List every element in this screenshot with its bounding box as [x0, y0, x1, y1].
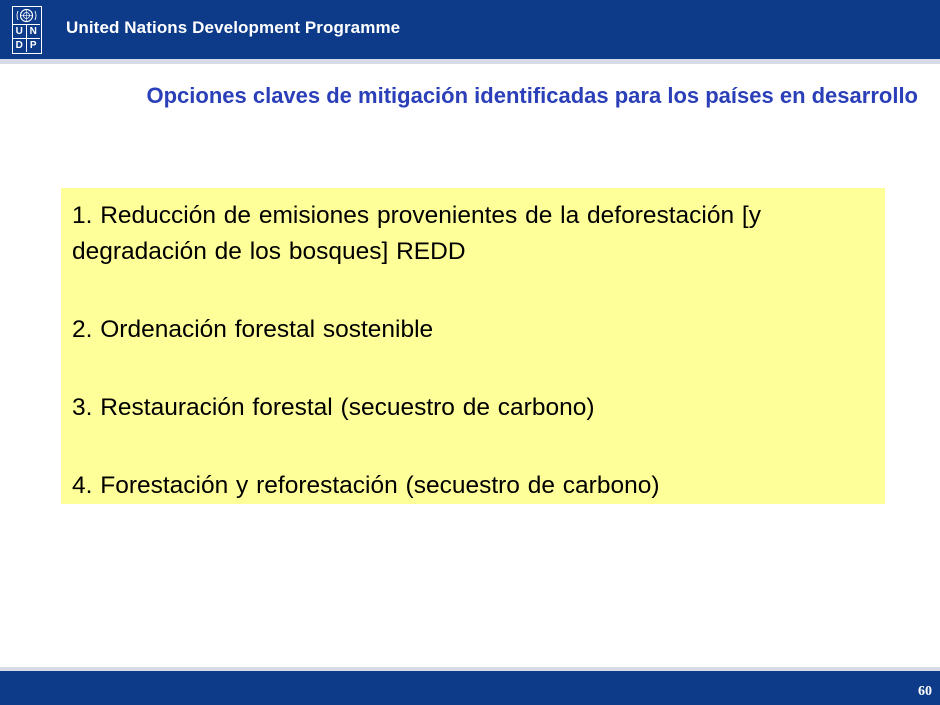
logo-letter: P	[29, 39, 37, 51]
list-item: 2. Ordenación forestal sostenible	[72, 316, 434, 343]
list-item: 4. Forestación y reforestación (secuestro de carbono)	[72, 472, 660, 499]
page-number: 60	[918, 684, 932, 699]
header-divider	[0, 59, 940, 64]
content-box	[61, 188, 885, 504]
list-item: 3. Restauración forestal (secuestro de carbono)	[72, 394, 595, 421]
footer-bar	[0, 671, 940, 705]
logo-letter: U	[13, 25, 27, 39]
logo-letter: D	[13, 39, 27, 53]
slide-title: Opciones claves de mitigación identificadas para los países en desarrollo	[146, 83, 918, 108]
organization-name: United Nations Development Programme	[66, 18, 401, 37]
undp-logo	[12, 6, 42, 54]
header-bar	[0, 0, 940, 59]
logo-letter: N	[27, 25, 41, 39]
list-item: 1. Reducción de emisiones provenientes de la deforestación [y degradación de los bosques] REDD	[72, 202, 761, 265]
logo-letter-grid	[13, 25, 40, 52]
mitigation-options-list	[72, 198, 875, 504]
un-emblem-icon	[13, 7, 40, 25]
